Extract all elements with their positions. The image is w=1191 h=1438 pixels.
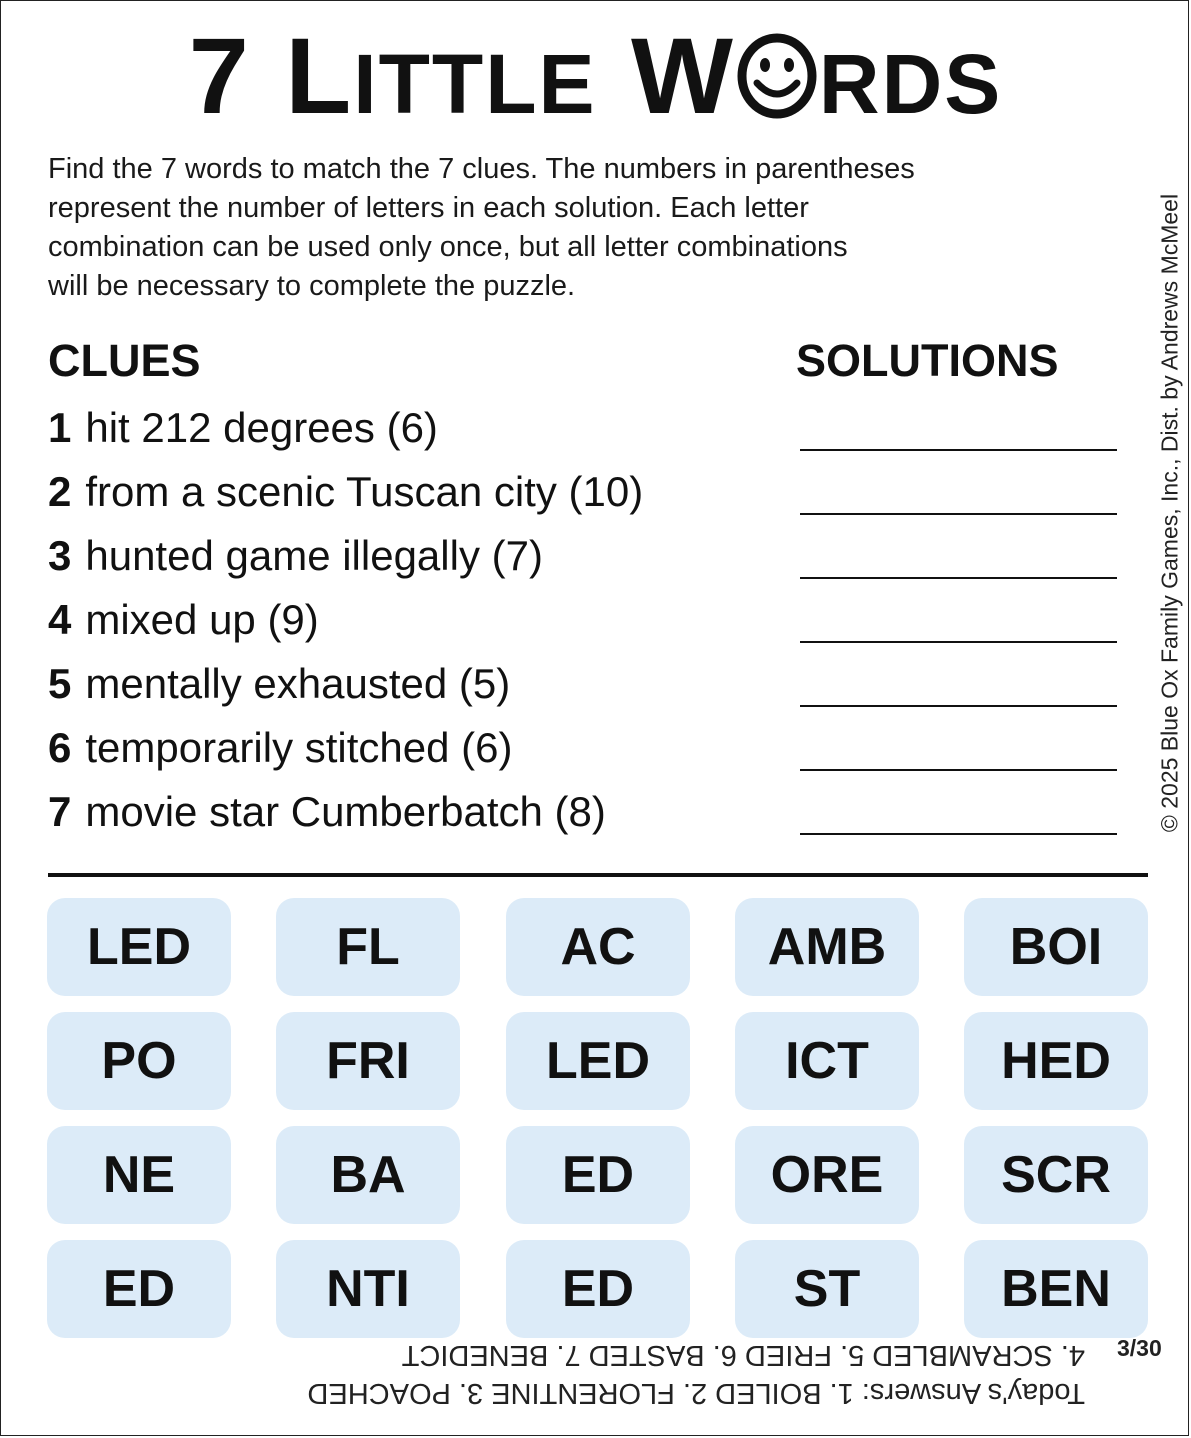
solution-blank-1[interactable]: [800, 449, 1117, 451]
instructions-line: represent the number of letters in each solution. Each letter: [48, 192, 809, 224]
letter-tile[interactable]: LED: [47, 898, 231, 996]
clue-number: 4: [48, 596, 72, 643]
clue-text: from a scenic Tuscan city (10): [85, 468, 644, 515]
clue-text: mixed up (9): [85, 596, 319, 643]
letter-tile[interactable]: AMB: [735, 898, 919, 996]
solution-blank-2[interactable]: [800, 513, 1117, 515]
letter-tile[interactable]: BOI: [964, 898, 1148, 996]
puzzle-date: 3/30: [1117, 1335, 1162, 1361]
title-number: 7: [188, 15, 251, 136]
clue-number: 1: [48, 404, 72, 451]
clues-header: CLUES: [48, 335, 201, 386]
smiley-face-icon: [737, 33, 817, 119]
clue-text: temporarily stitched (6): [85, 724, 513, 771]
solution-blank-7[interactable]: [800, 833, 1117, 835]
solution-blank-3[interactable]: [800, 577, 1117, 579]
letter-tile[interactable]: ED: [506, 1126, 690, 1224]
letter-tile[interactable]: LED: [506, 1012, 690, 1110]
clue-number: 7: [48, 788, 72, 835]
letter-tile[interactable]: FL: [276, 898, 460, 996]
clue-number: 3: [48, 532, 72, 579]
todays-answers: [110, 1336, 1085, 1412]
solutions-header: SOLUTIONS: [796, 335, 1059, 386]
clue-number: 5: [48, 660, 72, 707]
clue-text: movie star Cumberbatch (8): [85, 788, 606, 835]
clue-4: [48, 596, 319, 644]
clue-5: [48, 660, 510, 708]
copyright-text: © 2025 Blue Ox Family Games, Inc., Dist. by Andrews McMeel: [1156, 193, 1183, 832]
letter-tile[interactable]: ORE: [735, 1126, 919, 1224]
answers-line: 4. SCRAMBLED 5. FRIED 6. BASTED 7. BENEDICT: [401, 1339, 1085, 1371]
letter-tile[interactable]: FRI: [276, 1012, 460, 1110]
clue-number: 2: [48, 468, 72, 515]
letter-tile[interactable]: ED: [47, 1240, 231, 1338]
letter-tile[interactable]: AC: [506, 898, 690, 996]
clue-1: [48, 404, 438, 452]
page-title: [0, 15, 1191, 136]
title-letter-w: W: [630, 15, 735, 136]
title-rds: RDS: [818, 37, 1003, 131]
letter-tile[interactable]: PO: [47, 1012, 231, 1110]
letter-tile[interactable]: SCR: [964, 1126, 1148, 1224]
solution-blank-6[interactable]: [800, 769, 1117, 771]
answers-line: Today's Answers: 1. BOILED 2. FLORENTINE 3. POACHED: [307, 1377, 1085, 1409]
instructions: [48, 150, 1158, 306]
clue-text: hit 212 degrees (6): [85, 404, 438, 451]
clue-text: hunted game illegally (7): [85, 532, 543, 579]
instructions-line: combination can be used only once, but all letter combinations: [48, 231, 848, 263]
solution-blank-4[interactable]: [800, 641, 1117, 643]
clue-2: [48, 468, 643, 516]
copyright-credit: [1150, 160, 1190, 865]
letter-tile[interactable]: ICT: [735, 1012, 919, 1110]
clue-7: [48, 788, 606, 836]
letter-tile[interactable]: NE: [47, 1126, 231, 1224]
divider: [48, 873, 1148, 877]
title-ittle: ITTLE: [353, 37, 597, 131]
solution-blank-5[interactable]: [800, 705, 1117, 707]
letter-tile[interactable]: HED: [964, 1012, 1148, 1110]
instructions-line: Find the 7 words to match the 7 clues. The numbers in parentheses: [48, 153, 915, 185]
clue-3: [48, 532, 543, 580]
letter-tile[interactable]: ED: [506, 1240, 690, 1338]
letter-tile[interactable]: BEN: [964, 1240, 1148, 1338]
title-letter-l: L: [285, 15, 354, 136]
clue-6: [48, 724, 513, 772]
letter-tile[interactable]: ST: [735, 1240, 919, 1338]
clue-text: mentally exhausted (5): [85, 660, 511, 707]
letter-tile[interactable]: NTI: [276, 1240, 460, 1338]
clue-number: 6: [48, 724, 72, 771]
letter-tile[interactable]: BA: [276, 1126, 460, 1224]
instructions-line: will be necessary to complete the puzzle.: [48, 270, 576, 302]
